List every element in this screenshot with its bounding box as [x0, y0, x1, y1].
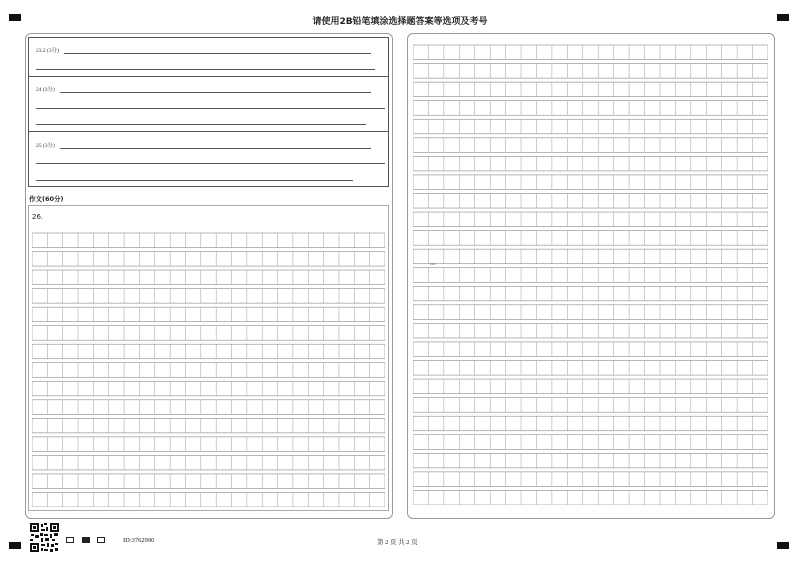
page-number: 第 2 页 共 2 页 [377, 539, 418, 546]
grid-row [32, 307, 385, 322]
grid-row [32, 326, 385, 341]
essay-writing-grid-right[interactable] [413, 41, 768, 505]
grid-row [413, 45, 768, 60]
grid-row [413, 249, 768, 264]
question-box-25 [28, 131, 389, 187]
grid-row [413, 453, 768, 468]
grid-row [413, 82, 768, 97]
answer-line[interactable] [36, 108, 385, 109]
grid-row [32, 270, 385, 285]
grid-row [413, 323, 768, 338]
grid-row [32, 233, 385, 248]
page-title: 请使用2B铅笔填涂选择题答案等选项及考号 [312, 17, 488, 27]
grid-row [32, 381, 385, 396]
grid-row [413, 138, 768, 153]
registration-mark-bottom-left [9, 542, 21, 549]
grid-row [32, 474, 385, 489]
fill-marker-filled [82, 537, 90, 543]
grid-row [413, 490, 768, 505]
question-label-23: 23.2 (3分) [36, 48, 59, 54]
question-label-24: 24 (3分) [36, 87, 55, 93]
grid-row [413, 101, 768, 116]
grid-row [413, 212, 768, 227]
answer-line[interactable] [60, 148, 371, 149]
question-label-25: 25 (3分) [36, 143, 55, 149]
fill-marker-empty [97, 537, 105, 543]
grid-row [413, 268, 768, 283]
grid-row [413, 472, 768, 487]
answer-line[interactable] [36, 69, 375, 70]
grid-row [413, 398, 768, 413]
grid-row [32, 437, 385, 452]
grid-row [413, 156, 768, 171]
grid-row [32, 252, 385, 267]
essay-section-title: 作文(60分) [29, 195, 64, 203]
grid-row [32, 400, 385, 415]
question-box-23 [28, 37, 389, 77]
essay-writing-grid-left[interactable] [32, 229, 385, 507]
answer-line[interactable] [60, 92, 371, 93]
grid-row [413, 231, 768, 246]
grid-row [413, 119, 768, 134]
grid-row [413, 361, 768, 376]
grid-row [413, 342, 768, 357]
essay-question-number: 26. [32, 213, 44, 221]
grid-row [413, 379, 768, 394]
fill-marker-empty [66, 537, 74, 543]
grid-row [413, 193, 768, 208]
exam-id: ID:3762990 [123, 537, 155, 544]
grid-row [413, 175, 768, 190]
grid-row [32, 492, 385, 507]
grid-row [32, 363, 385, 378]
qr-code-icon [30, 523, 59, 552]
grid-row [413, 64, 768, 79]
answer-line[interactable] [36, 180, 353, 181]
grid-row [413, 305, 768, 320]
grid-row [413, 286, 768, 301]
grid-row [32, 418, 385, 433]
grid-row [32, 289, 385, 304]
grid-row [32, 344, 385, 359]
word-count-mark: 600 [430, 262, 436, 266]
answer-line[interactable] [36, 124, 366, 125]
grid-row [413, 416, 768, 431]
grid-row [32, 455, 385, 470]
answer-line[interactable] [64, 53, 371, 54]
registration-mark-bottom-right [777, 542, 789, 549]
grid-row [413, 435, 768, 450]
answer-line[interactable] [36, 163, 385, 164]
